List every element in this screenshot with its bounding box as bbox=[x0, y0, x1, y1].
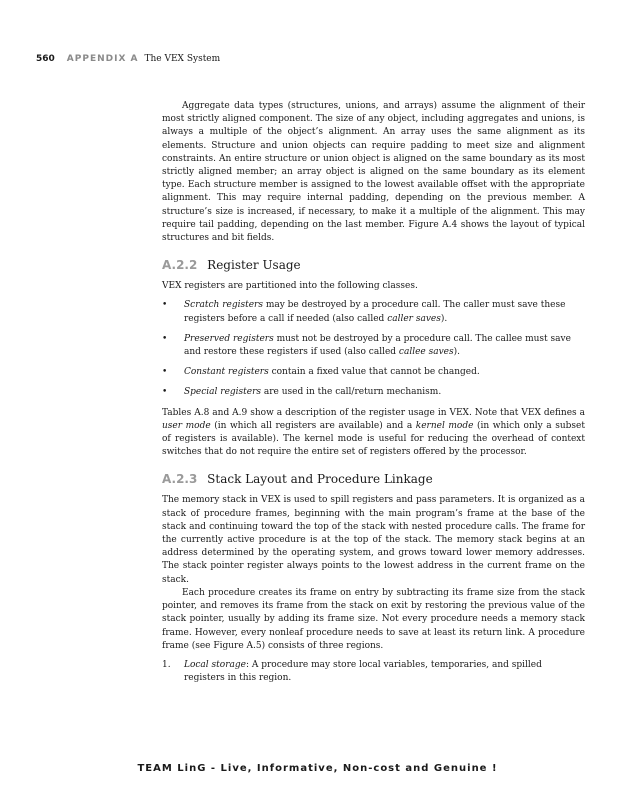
list-number: 1. bbox=[162, 659, 171, 670]
term-user-mode: user mode bbox=[162, 420, 211, 431]
term: caller saves bbox=[387, 313, 441, 324]
term-kernel-mode: kernel mode bbox=[415, 420, 474, 431]
register-usage-paragraph bbox=[162, 407, 585, 460]
paragraph-text: Tables A.8 and A.9 show a description of the register usage in VEX. Note that VEX defines a bbox=[162, 407, 585, 418]
term: Constant registers bbox=[184, 367, 269, 378]
register-classes-intro: VEX registers are partitioned into the following classes. bbox=[162, 281, 418, 292]
running-header bbox=[36, 54, 220, 64]
list-text: contain a fixed value that cannot be changed. bbox=[268, 367, 480, 378]
footer-watermark: TEAM LinG - Live, Informative, Non-cost and Genuine ! bbox=[137, 763, 498, 774]
bullet-marker: • bbox=[162, 333, 168, 344]
list-item-text bbox=[184, 659, 585, 685]
section-heading-register-usage bbox=[162, 257, 585, 273]
list-item bbox=[162, 659, 585, 685]
list-item bbox=[162, 386, 585, 399]
list-item-text bbox=[184, 386, 585, 399]
section-number: A.2.3 bbox=[162, 472, 198, 487]
appendix-label: APPENDIX A bbox=[66, 54, 139, 64]
intro-paragraph: Aggregate data types (structures, unions, and arrays) assume the alignment of their most strictly aligned component. The size of any object, including aggregates and unions, is always a multiple of the object’s alignment. An array uses the same alignment as its elements. Structure and union objects can require padding to meet size and alignment constraints. An entire structure or union object is aligned on the same boundary as its most strictly aligned member; an array object is aligned on the same boundary as its element type. Each structure member is assigned to the lowest available offset with the appropriate alignment. This may require internal padding, depending on the previous member. A structure’s size is increased, if necessary, to make it a multiple of the alignment. This may require tail padding, depending on the last member. Figure A.4 shows the layout of typical structures and bit fields. bbox=[162, 101, 585, 244]
stack-paragraph-1: The memory stack in VEX is used to spill registers and pass parameters. It is organized as a stack of procedure frames, beginning with the main program’s frame at the base of the stack and continuing toward the top of the stack with nested procedure calls. The frame for the currently active procedure is at the top of the stack. The memory stack begins at an address determined by the operating system, and grows toward lower memory addresses. The stack pointer register always points to the lowest address in the current frame on the stack. bbox=[162, 495, 585, 585]
bullet-marker: • bbox=[162, 387, 168, 398]
list-item-text bbox=[184, 333, 585, 359]
appendix-title: The VEX System bbox=[144, 54, 221, 64]
page-body bbox=[162, 100, 585, 692]
section-heading-stack-layout bbox=[162, 471, 585, 487]
stack-paragraph-2: Each procedure creates its frame on entry by subtracting its frame size from the stack pointer, and removes its frame from the stack on exit by restoring the previous value of the stack pointer, usually by adding its frame size. Not every procedure needs a memory stack frame. However, every nonleaf procedure needs to save at least its return link. A procedure frame (see Figure A.5) consists of three regions. bbox=[162, 587, 585, 651]
term: Preserved registers bbox=[184, 333, 274, 344]
list-item-text bbox=[184, 299, 585, 325]
term: callee saves bbox=[398, 347, 454, 358]
term: Local storage bbox=[184, 659, 246, 670]
list-item bbox=[162, 299, 585, 325]
list-text: ). bbox=[453, 347, 460, 358]
list-text: are used in the call/return mechanism. bbox=[261, 387, 442, 398]
list-item-text bbox=[184, 366, 585, 379]
list-text: may be destroyed by a procedure call. The caller must save these registers before a call if needed (also called bbox=[184, 300, 566, 324]
page-number: 560 bbox=[36, 54, 55, 64]
list-item bbox=[162, 366, 585, 379]
list-text: must not be destroyed by a procedure call. The callee must save and restore these registers if used (also called bbox=[184, 333, 571, 358]
paragraph-text: (in which all registers are available) and a bbox=[210, 420, 416, 431]
register-classes-list bbox=[162, 299, 585, 399]
list-text: ). bbox=[440, 313, 448, 324]
paragraph-text: (in which only a subset of registers is available). The kernel mode is useful for reducing the overhead of context switches that do not require the entire set of registers offered by the processor. bbox=[162, 420, 585, 458]
term: Scratch registers bbox=[184, 300, 263, 311]
list-item bbox=[162, 333, 585, 359]
bullet-marker: • bbox=[162, 300, 168, 311]
frame-regions-list bbox=[162, 659, 585, 685]
section-number: A.2.2 bbox=[162, 258, 198, 273]
section-title: Stack Layout and Procedure Linkage bbox=[207, 472, 433, 487]
bullet-marker: • bbox=[162, 367, 168, 378]
section-title: Register Usage bbox=[207, 258, 301, 273]
list-text: : A procedure may store local variables, temporaries, and spilled registers in this region. bbox=[184, 659, 542, 684]
term: Special registers bbox=[184, 387, 262, 398]
